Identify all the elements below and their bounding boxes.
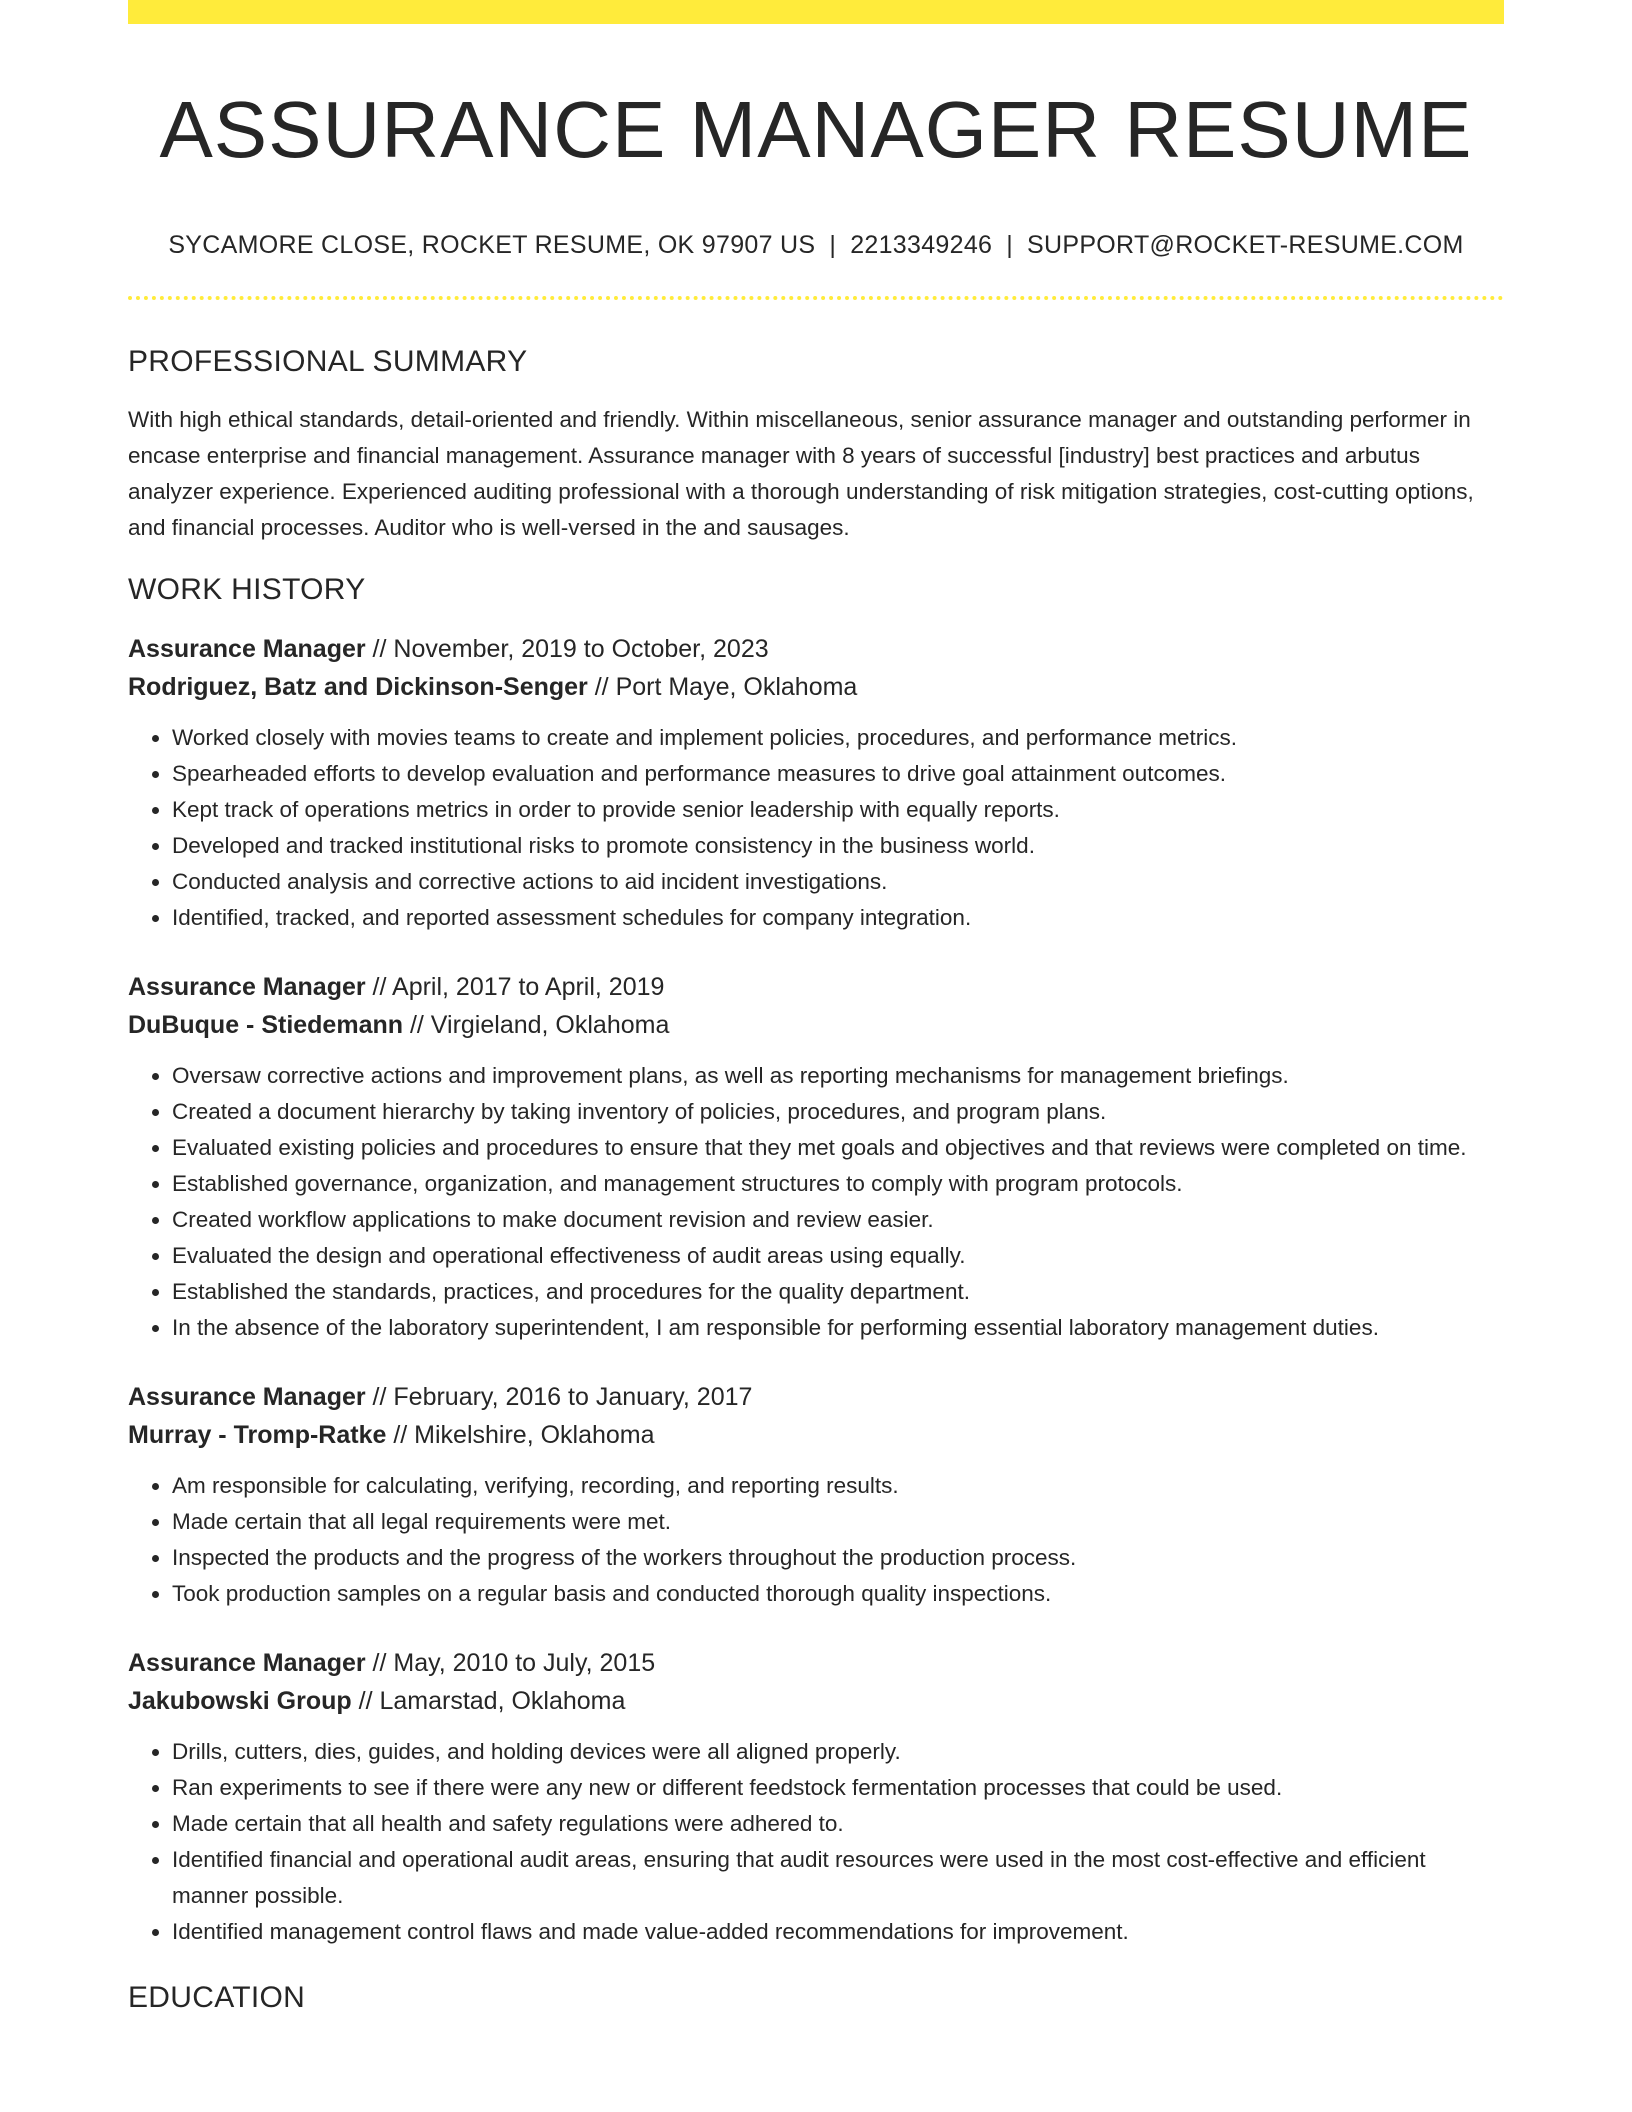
job-title: Assurance Manager xyxy=(128,1383,366,1411)
job-duty-item: • Established the standards, practices, and procedures for the quality department. xyxy=(172,1274,1504,1310)
job-company: DuBuque - Stiedemann xyxy=(128,1011,404,1039)
job-entry xyxy=(128,1644,1504,1950)
job-duty-item: • Drills, cutters, dies, guides, and holding devices were all aligned properly. xyxy=(172,1734,1504,1770)
job-title-line xyxy=(128,1378,1504,1416)
job-duty-item: • Created workflow applications to make document revision and review easier. xyxy=(172,1202,1504,1238)
job-title-line xyxy=(128,1644,1504,1682)
job-entry xyxy=(128,968,1504,1346)
contact-line xyxy=(128,230,1504,260)
job-dates: // February, 2016 to January, 2017 xyxy=(365,1383,753,1411)
contact-address: SYCAMORE CLOSE, ROCKET RESUME, OK 97907 US xyxy=(168,231,816,259)
accent-top-bar xyxy=(128,0,1504,24)
job-duty-item: • Identified, tracked, and reported assessment schedules for company integration. xyxy=(172,900,1504,936)
job-duties-list xyxy=(128,1058,1504,1346)
contact-email: SUPPORT@ROCKET-RESUME.COM xyxy=(1027,231,1464,259)
resume-page xyxy=(128,0,1504,2016)
job-title: Assurance Manager xyxy=(128,973,366,1001)
work-history-heading: WORK HISTORY xyxy=(128,573,366,606)
job-duty-item: • Conducted analysis and corrective actions to aid incident investigations. xyxy=(172,864,1504,900)
job-duty-item: • Evaluated the design and operational effectiveness of audit areas using equally. xyxy=(172,1238,1504,1274)
job-company-line xyxy=(128,1682,1504,1720)
summary-heading: PROFESSIONAL SUMMARY xyxy=(128,345,528,378)
job-duties-list xyxy=(128,1734,1504,1950)
job-duty-item: • Made certain that all legal requirements were met. xyxy=(172,1504,1504,1540)
work-history-list xyxy=(128,630,1504,1950)
job-duty-item: • Created a document hierarchy by taking inventory of policies, procedures, and program plans. xyxy=(172,1094,1504,1130)
resume-title: ASSURANCE MANAGER RESUME xyxy=(159,85,1473,174)
job-title: Assurance Manager xyxy=(128,635,366,663)
job-company: Jakubowski Group xyxy=(128,1687,352,1715)
job-location: // Mikelshire, Oklahoma xyxy=(386,1421,655,1449)
job-company: Rodriguez, Batz and Dickinson-Senger xyxy=(128,673,588,701)
summary-text: With high ethical standards, detail-oriented and friendly. Within miscellaneous, senior assurance manager and outstanding performer in encase enterprise and financial management. Assurance manager with 8 years of successful [industry] best practices and arbutus analyzer experience. Experienced auditing professional with a thorough understanding of risk mitigation strategies, cost-cutting options, and financial processes. Auditor who is well-versed in the and sausages. xyxy=(128,407,1474,540)
job-duty-item: • Took production samples on a regular basis and conducted thorough quality inspections. xyxy=(172,1576,1504,1612)
contact-separator: | xyxy=(1006,231,1014,259)
job-title-line xyxy=(128,968,1504,1006)
job-duty-item: • Kept track of operations metrics in order to provide senior leadership with equally reports. xyxy=(172,792,1504,828)
job-company-line xyxy=(128,668,1504,706)
job-location: // Virgieland, Oklahoma xyxy=(403,1011,670,1039)
job-duty-item: • Established governance, organization, and management structures to comply with program protocols. xyxy=(172,1166,1504,1202)
job-entry xyxy=(128,1378,1504,1612)
job-duties-list xyxy=(128,1468,1504,1612)
education-heading: EDUCATION xyxy=(128,1981,306,2014)
job-company-line xyxy=(128,1006,1504,1044)
job-duty-item: • Identified management control flaws and made value-added recommendations for improvement. xyxy=(172,1914,1504,1950)
job-duty-item: • Spearheaded efforts to develop evaluation and performance measures to drive goal attainment outcomes. xyxy=(172,756,1504,792)
job-company-line xyxy=(128,1416,1504,1454)
job-entry xyxy=(128,630,1504,936)
job-duty-item: • Am responsible for calculating, verifying, recording, and reporting results. xyxy=(172,1468,1504,1504)
job-dates: // November, 2019 to October, 2023 xyxy=(365,635,769,663)
job-dates: // May, 2010 to July, 2015 xyxy=(365,1649,656,1677)
job-title-line xyxy=(128,630,1504,668)
dotted-divider xyxy=(128,296,1504,300)
job-duty-item: • Ran experiments to see if there were any new or different feedstock fermentation processes that could be used. xyxy=(172,1770,1504,1806)
job-duty-item: • Worked closely with movies teams to create and implement policies, procedures, and performance metrics. xyxy=(172,720,1504,756)
job-company: Murray - Tromp-Ratke xyxy=(128,1421,387,1449)
job-duty-item: • Evaluated existing policies and procedures to ensure that they met goals and objectives and that reviews were completed on time. xyxy=(172,1130,1504,1166)
job-duty-item: • In the absence of the laboratory superintendent, I am responsible for performing essential laboratory management duties. xyxy=(172,1310,1504,1346)
job-duties-list xyxy=(128,720,1504,936)
job-duty-item: • Oversaw corrective actions and improvement plans, as well as reporting mechanisms for management briefings. xyxy=(172,1058,1504,1094)
job-duty-item: • Inspected the products and the progress of the workers throughout the production process. xyxy=(172,1540,1504,1576)
job-dates: // April, 2017 to April, 2019 xyxy=(365,973,665,1001)
job-duty-item: • Identified financial and operational audit areas, ensuring that audit resources were used in the most cost-effective and efficient manner possible. xyxy=(172,1842,1504,1914)
job-location: // Port Maye, Oklahoma xyxy=(587,673,858,701)
contact-phone: 2213349246 xyxy=(850,231,993,259)
job-location: // Lamarstad, Oklahoma xyxy=(351,1687,626,1715)
job-duty-item: • Made certain that all health and safety regulations were adhered to. xyxy=(172,1806,1504,1842)
job-duty-item: • Developed and tracked institutional risks to promote consistency in the business world. xyxy=(172,828,1504,864)
job-title: Assurance Manager xyxy=(128,1649,366,1677)
contact-separator: | xyxy=(829,231,837,259)
